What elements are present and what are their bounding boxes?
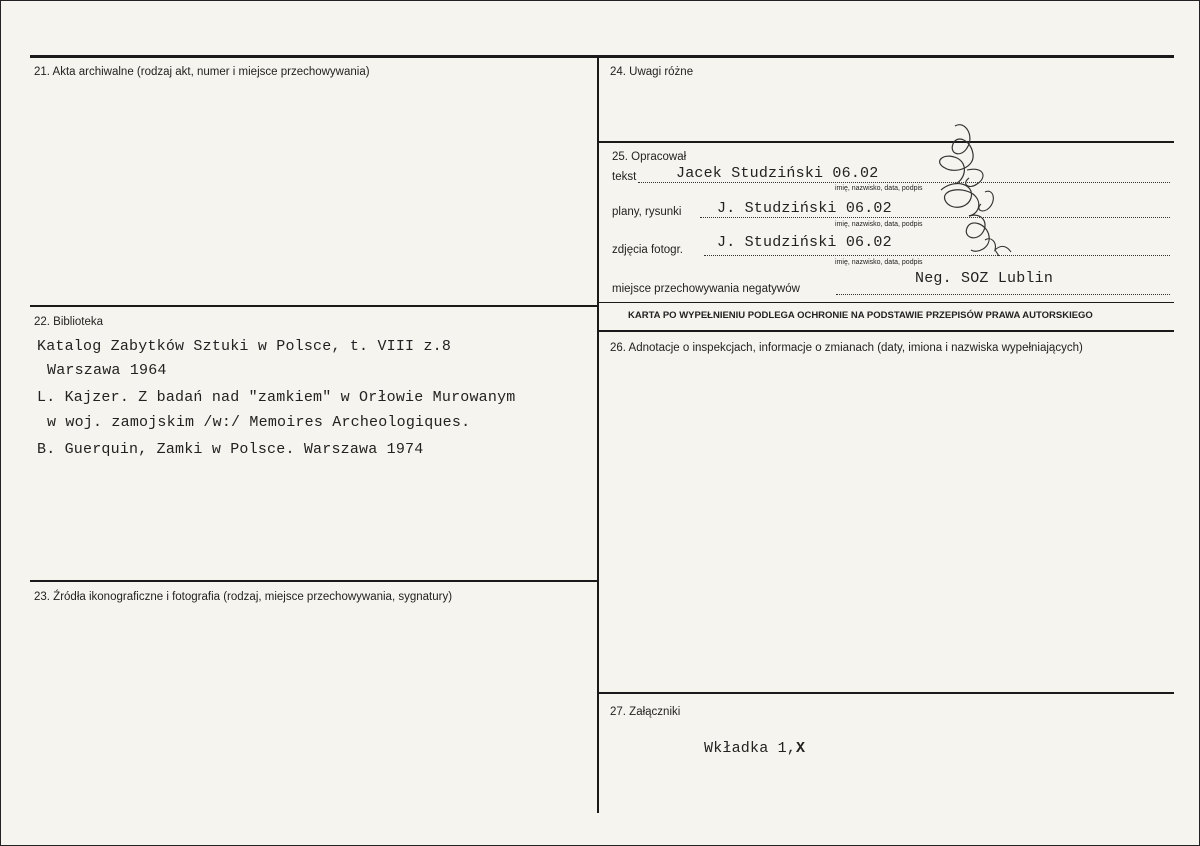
tekst-label: tekst: [612, 171, 637, 183]
section-21-label: 21. Akta archiwalne (rodzaj akt, numer i miejsce przechowywania): [34, 66, 370, 78]
rule-24-25: [598, 141, 1174, 143]
negatywy-label: miejsce przechowywania negatywów: [612, 283, 800, 295]
attachments-value: [704, 740, 805, 757]
plany-caption: imię, nazwisko, data, podpis: [835, 221, 923, 228]
rule-26-27: [598, 692, 1174, 694]
center-divider: [597, 55, 599, 813]
plany-value: J. Studziński 06.02: [717, 200, 892, 217]
bibliography-entry: L. Kajzer. Z badań nad "zamkiem" w Orłowie Murowanym: [37, 389, 516, 406]
attachments-mark: X: [796, 740, 806, 757]
section-26-label: 26. Adnotacje o inspekcjach, informacje o zmianach (daty, imiona i nazwiska wypełniających): [610, 342, 1083, 354]
section-27-label: 27. Załączniki: [610, 706, 681, 718]
bibliography-entry: Katalog Zabytków Sztuki w Polsce, t. VIII z.8: [37, 338, 452, 355]
tekst-value: Jacek Studziński 06.02: [676, 165, 879, 182]
tekst-dotted-line: [638, 182, 1170, 183]
rule-25-26: [598, 330, 1174, 332]
tekst-caption: imię, nazwisko, data, podpis: [835, 185, 923, 192]
bibliography-entry: w woj. zamojskim /w:/ Memoires Archeologiques.: [47, 414, 471, 431]
negatywy-dotted-line: [836, 294, 1170, 295]
rule-22-23: [30, 580, 598, 582]
bibliography-entry: Warszawa 1964: [47, 362, 167, 379]
zdjecia-caption: imię, nazwisko, data, podpis: [835, 259, 923, 266]
section-25-label: 25. Opracował: [612, 151, 687, 163]
section-24-label: 24. Uwagi różne: [610, 66, 694, 78]
zdjecia-value: J. Studziński 06.02: [717, 234, 892, 251]
plany-label: plany, rysunki: [612, 206, 682, 218]
rule-25-notice: [598, 302, 1174, 303]
signature-mark: [925, 118, 1035, 278]
copyright-notice: KARTA PO WYPEŁNIENIU PODLEGA OCHRONIE NA PODSTAWIE PRZEPISÓW PRAWA AUTORSKIEGO: [628, 310, 1093, 321]
attachments-text: Wkładka 1,: [704, 740, 797, 757]
section-22-label: 22. Biblioteka: [34, 316, 104, 328]
rule-21-22: [30, 305, 598, 307]
top-rule: [30, 55, 1174, 58]
negatywy-value: Neg. SOZ Lublin: [915, 270, 1054, 287]
zdjecia-label: zdjęcia fotogr.: [612, 244, 683, 256]
section-23-label: 23. Źródła ikonograficzne i fotografia (rodzaj, miejsce przechowywania, sygnatury): [34, 591, 453, 603]
bibliography-entry: B. Guerquin, Zamki w Polsce. Warszawa 1974: [37, 441, 424, 458]
